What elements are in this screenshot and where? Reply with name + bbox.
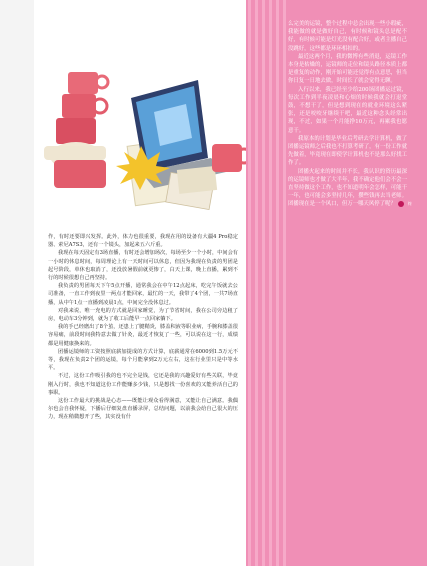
paragraph: 对我来说，唯一充电的方式就是回家睡觉，为了节省时间，我在公司旁边租了房，电动车3分钟到，就为了收工后能早一点回家躺下。 [48,307,238,323]
paragraph: 最近这两个月，我的微博有些消退，运镜工作本身是枯燥的，运镜师的走位和镜头路径本质上都是重复的动作，刚开始可能还觉得有点意思，但当你日复一日地去做，时间长了就会觉得无聊。 [288,53,407,85]
paragraph: 不过，这份工作吸引我的也不完全是钱，它还是我的兴趣爱好有些关联，毕竟刚入行时，我也不知道这份工作能赚多少钱，只是想找一份喜欢的又能养活自己的事职。 [48,373,238,396]
paragraph: 我负责的男团每天下午5点开播，通常我会在中午12点起床，吃完午饭就去公司准备，一直工作到夜里一两点才能回家，最忙的一天，我带了4个团，一共7场直播，从中午1点一直播到凌晨1点，中间完全没休息过。 [48,283,238,306]
illustration-laptop-mugs [36,60,256,218]
paragraph-last [288,168,412,209]
paragraph: 团播运镜师的工资按照底薪加提成的方式计算，底薪通常在6000到1.5万元不等，我现在负责2个团的运镜，每个月能拿到2万元左右，这在行业里只是中等水平。 [48,348,238,372]
paragraph: 这份工作最大的挑战是心态——既能让观众看得满意，又能让自己满意。我偶尔也会自我怀疑，下播后仔细复盘直播录屏，总结问题，以前我会给自己很大的压力，现在稍微想开了些，其实没有什 [48,398,238,421]
paragraph: 入行以来，我已经至少给200场团播运过镜，每次工作到半夜凌晨和心烦的时候我就会打退堂鼓，不想干了，但是想到现在的就业环境这么紧张，还是咬咬牙继续干吧，最近这种念头经常出现，不过，如果一个月能挣10万元，再累我也愿意干。 [288,86,407,134]
paragraph: 我原本的计划是毕业后考研去学计算机，做了团播运镜师之后我也不打算考研了，有一份工作就先做着，毕竟现在即使学计算机也不是那么好找工作了。 [288,135,407,167]
paragraph: 我现在每天固定有3场直播，有时还会增加场次，每场至少一个小时，中间会有一小时的休息时间，每周理论上有一天时间可以休息，但因为我现在负责的男团是起号阶段，单休也取消了，还没放暑假前就更惨了，白天上课，晚上直播，累到不行的时候很想自己再坚持。 [48,250,238,282]
right-article-column [288,20,412,209]
left-article-column [48,233,238,422]
end-mark-icon: 终 [398,201,404,207]
paragraph-text: 团播火起来的时间并不长，我认识的资历最深的运镜师也才做了大半年，我不确定他们会不会一直坚持做这个工作，也不知道明年会怎样，可能干一年，也可能会多坚持几年，攒些钱再去当老师。团播现在是一个风口，但万一哪天风停了呢？ [288,168,407,208]
paragraph: 么完美的运镜，整个过程中总会出现一些小瑕疵，我能做的就是做好自己，有时候和镜头总是配不好，有时候可能是灯光没有配合好，或者主播自己没跳好，这些都是环环相扣的。 [288,21,407,52]
decorative-stripes [248,0,286,566]
left-margin [0,0,34,566]
stacked-mugs-icon [44,72,108,188]
paragraph: 作，有时还要即兴发挥。此外，体力也很重要，我现在用的设备有大疆4 Pro稳定器、索尼A7S3，还有一个镜头，加起来五六斤重。 [48,234,238,249]
paragraph: 我的手已经磨出了8个茧，还患上了腱鞘炎，膝盖积液等职业病，手腕和膝盖很容易痛，前段时间我特意去做了针灸，最近才恢复了一些，可以说在这一行，成绩都是用健康换来的。 [48,324,238,347]
